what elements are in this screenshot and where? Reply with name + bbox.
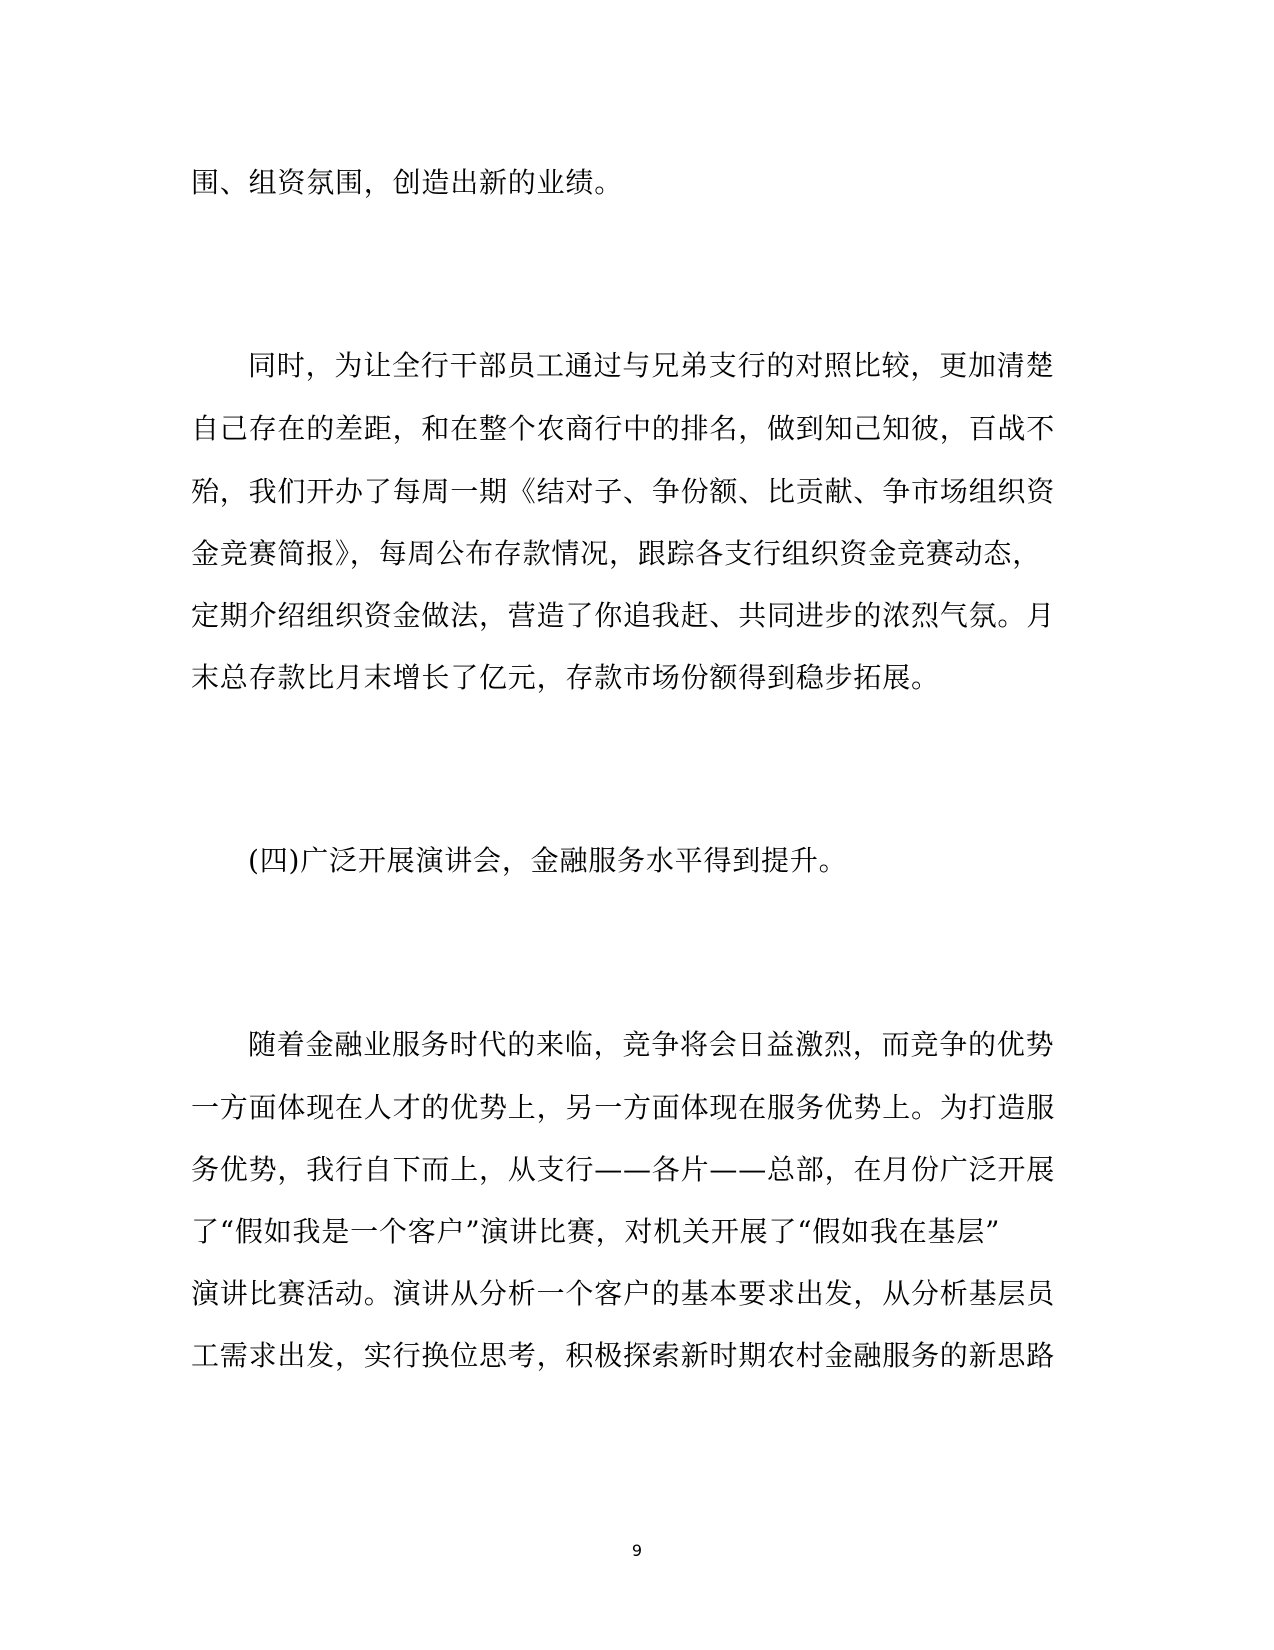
paragraph-2-line-1: 同时，为让全行干部员工通过与兄弟支行的对照比较，更加清楚 [248,349,1055,382]
paragraph-1-line-1: 围、组资氛围，创造出新的业绩。 [191,166,624,199]
paragraph-2-line-2: 自己存在的差距，和在整个农商行中的排名，做到知己知彼，百战不 [191,412,1056,445]
paragraph-4-line-4: 了“假如我是一个客户”演讲比赛，对机关开展了“假如我在基层” [191,1215,1001,1248]
paragraph-2-line-6: 末总存款比月末增长了亿元，存款市场份额得到稳步拓展。 [191,661,940,694]
paragraph-4-line-1: 随着金融业服务时代的来临，竞争将会日益激烈，而竞争的优势 [248,1028,1055,1061]
paragraph-4-line-2: 一方面体现在人才的优势上，另一方面体现在服务优势上。为打造服 [191,1091,1056,1124]
paragraph-4-line-6: 工需求出发，实行换位思考，积极探索新时期农村金融服务的新思路 [191,1339,1056,1372]
paragraph-2-line-4: 金竞赛简报》，每周公布存款情况，跟踪各支行组织资金竞赛动态， [191,537,1042,570]
paragraph-2-line-5: 定期介绍组织资金做法，营造了你追我赶、共同进步的浓烈气氛。月 [191,599,1056,632]
paragraph-4-line-5: 演讲比赛活动。演讲从分析一个客户的基本要求出发，从分析基层员 [191,1277,1056,1310]
page-number: 9 [631,1541,643,1560]
paragraph-2-line-3: 殆，我们开办了每周一期《结对子、争份额、比贡献、争市场组织资 [191,475,1056,508]
paragraph-4-line-3: 务优势，我行自下而上，从支行——各片——总部，在月份广泛开展 [191,1153,1056,1186]
section-heading: (四)广泛开展演讲会，金融服务水平得到提升。 [248,844,848,877]
